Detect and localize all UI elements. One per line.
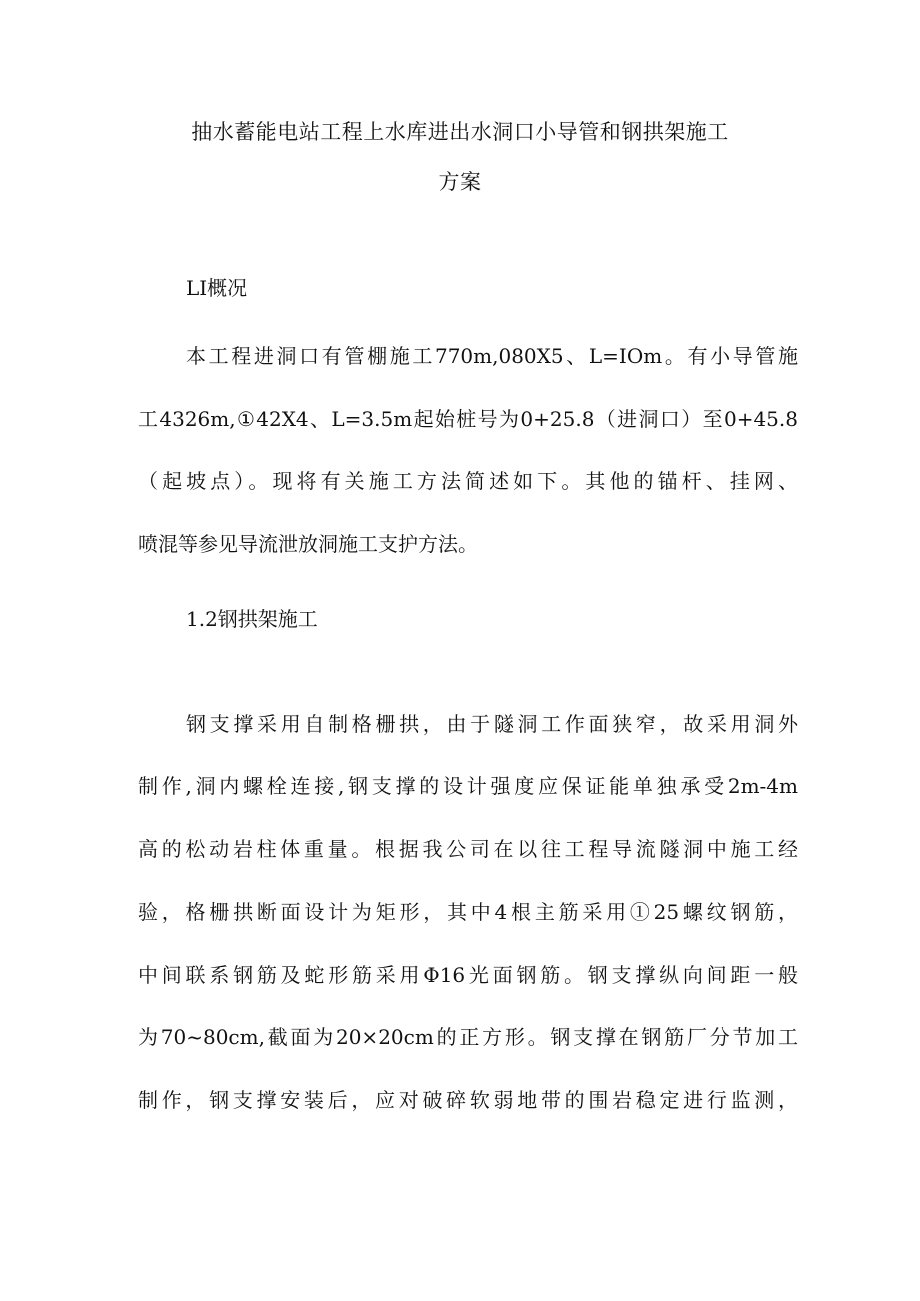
paragraph-line: 高的松动岩柱体重量。根据我公司在以往工程导流隧洞中施工经 [138,837,798,861]
section-heading-overview: LI概况 [186,276,248,300]
paragraph-line: 喷混等参见导流泄放洞施工支护方法。 [138,532,478,556]
paragraph-line: 工4326m,①42X4、L=3.5m起始桩号为0+25.8（进洞口）至0+45.8 [138,407,798,431]
section-heading-steel-arch: 1.2钢拱架施工 [186,607,318,631]
paragraph-line: 制作，钢支撑安装后，应对破碎软弱地带的围岩稳定进行监测， [138,1088,798,1112]
paragraph-line: （起坡点）。现将有关施工方法简述如下。其他的锚杆、挂网、 [138,469,798,493]
paragraph-line: 验，格栅拱断面设计为矩形，其中4根主筋采用①25螺纹钢筋， [138,900,798,924]
paragraph-line: 钢支撑采用自制格栅拱，由于隧洞工作面狭窄，故采用洞外 [186,712,798,736]
paragraph-line: 本工程进洞口有管棚施工770m,080X5、L=IOm。有小导管施 [186,344,798,368]
document-title-line-1: 抽水蓄能电站工程上水库进出水洞口小导管和钢拱架施工 [191,120,729,144]
document-title-line-2: 方案 [438,170,482,194]
paragraph-line: 制作,洞内螺栓连接,钢支撑的设计强度应保证能单独承受2m-4m [138,774,798,798]
paragraph-line: 为70~80cm,截面为20×20cm的正方形。钢支撑在钢筋厂分节加工 [138,1025,798,1049]
paragraph-line: 中间联系钢筋及蛇形筋采用Φ16光面钢筋。钢支撑纵向间距一般 [138,963,798,987]
